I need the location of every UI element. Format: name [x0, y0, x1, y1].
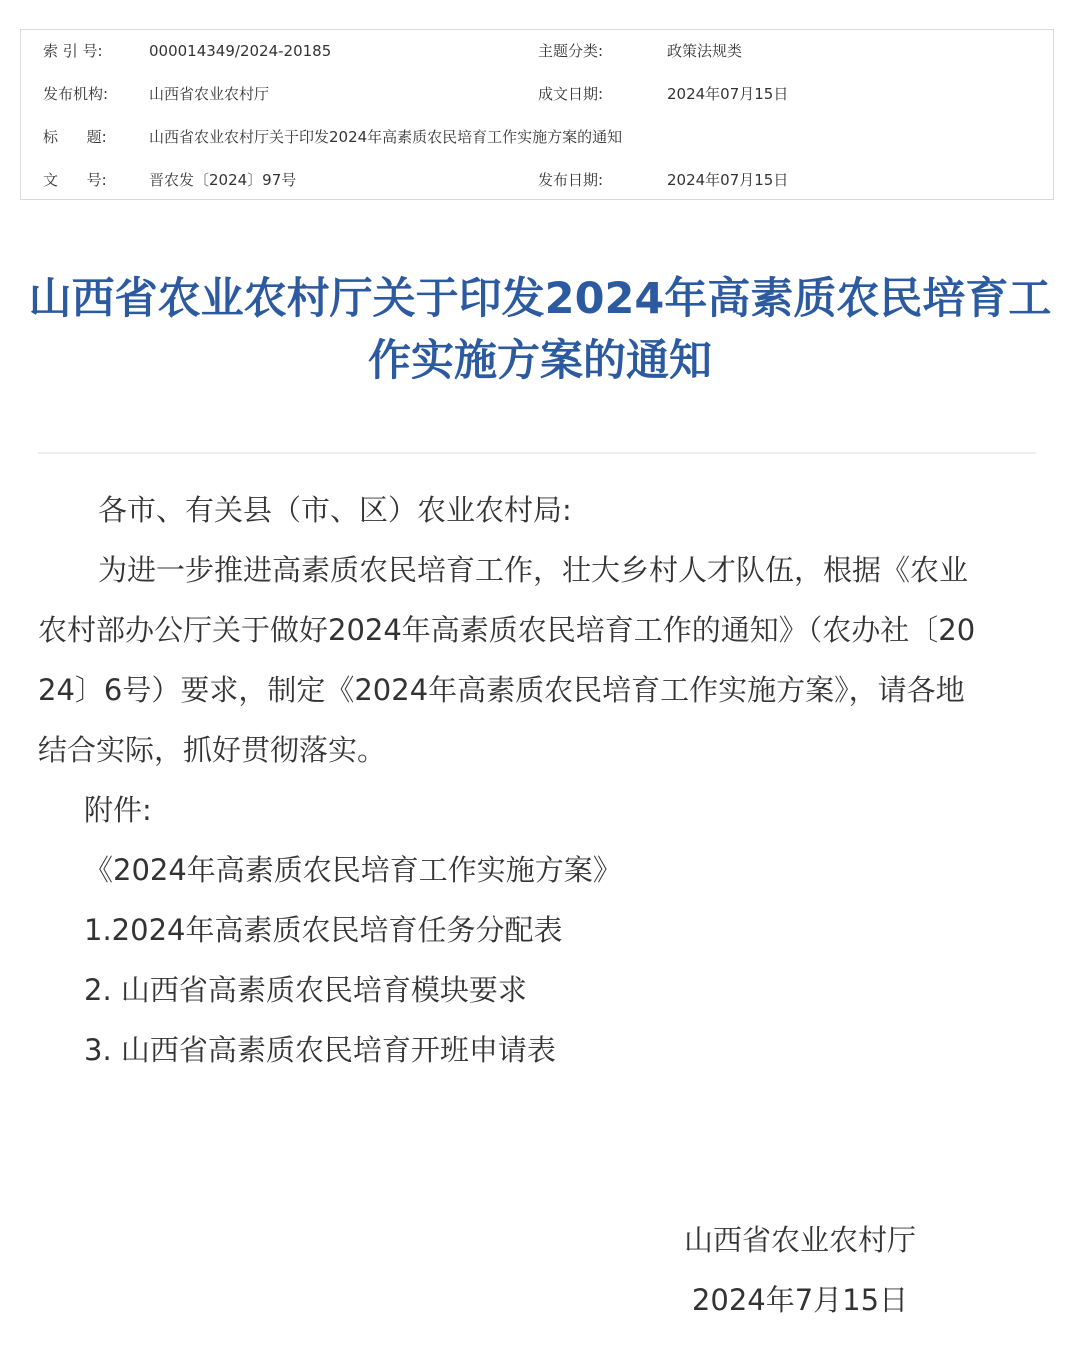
body-line-1: 为进一步推进高素质农民培育工作，壮大乡村人才队伍，根据《农业 [98, 553, 969, 587]
body-line-3: 24〕6号）要求，制定《2024年高素质农民培育工作实施方案》，请各地 [38, 673, 965, 707]
title-value: 山西省农业农村厅关于印发2024年高素质农民培育工作实施方案的通知 [149, 128, 623, 146]
written-date-label: 成文日期: [538, 85, 604, 103]
publisher-value: 山西省农业农村厅 [149, 85, 270, 103]
topic-value: 政策法规类 [667, 42, 743, 60]
attachment-item[interactable]: 3. 山西省高素质农民培育开班申请表 [84, 1033, 556, 1067]
topic-label: 主题分类: [538, 42, 604, 60]
index-label: 索 引 号: [43, 42, 103, 60]
doc-number-label: 文 号: [43, 171, 107, 189]
body-line-4: 结合实际，抓好贯彻落实。 [38, 733, 387, 767]
metadata-row-doc-number [21, 168, 1053, 192]
page-title [0, 268, 1080, 392]
attachment-item[interactable]: 《2024年高素质农民培育工作实施方案》 [84, 853, 622, 887]
body-line-2: 农村部办公厅关于做好2024年高素质农民培育工作的通知》（农办社〔20 [38, 613, 976, 647]
signature-date: 2024年7月15日 [691, 1283, 909, 1317]
signature-org: 山西省农业农村厅 [683, 1223, 916, 1257]
document-body [38, 480, 1028, 1080]
metadata-row-index [21, 39, 1053, 63]
attachment-item[interactable]: 2. 山西省高素质农民培育模块要求 [84, 973, 527, 1007]
document-metadata-table [20, 29, 1054, 200]
title-line-2: 作实施方案的通知 [368, 336, 712, 386]
index-value: 000014349/2024-20185 [149, 42, 332, 60]
publish-date-value: 2024年07月15日 [667, 171, 789, 189]
attachments-label: 附件: [84, 793, 152, 827]
title-divider [38, 452, 1036, 454]
attachment-item[interactable]: 1.2024年高素质农民培育任务分配表 [84, 913, 563, 947]
publish-date-label: 发布日期: [538, 171, 604, 189]
written-date-value: 2024年07月15日 [667, 85, 789, 103]
publisher-label: 发布机构: [43, 85, 109, 103]
title-line-1: 山西省农业农村厅关于印发2024年高素质农民培育工 [28, 274, 1052, 324]
signature-block [600, 1210, 1000, 1330]
title-label: 标 题: [43, 128, 107, 146]
salutation: 各市、有关县（市、区）农业农村局: [98, 493, 572, 527]
metadata-row-publisher [21, 82, 1053, 106]
metadata-row-title [21, 125, 1053, 149]
doc-number-value: 晋农发〔2024〕97号 [149, 171, 297, 189]
